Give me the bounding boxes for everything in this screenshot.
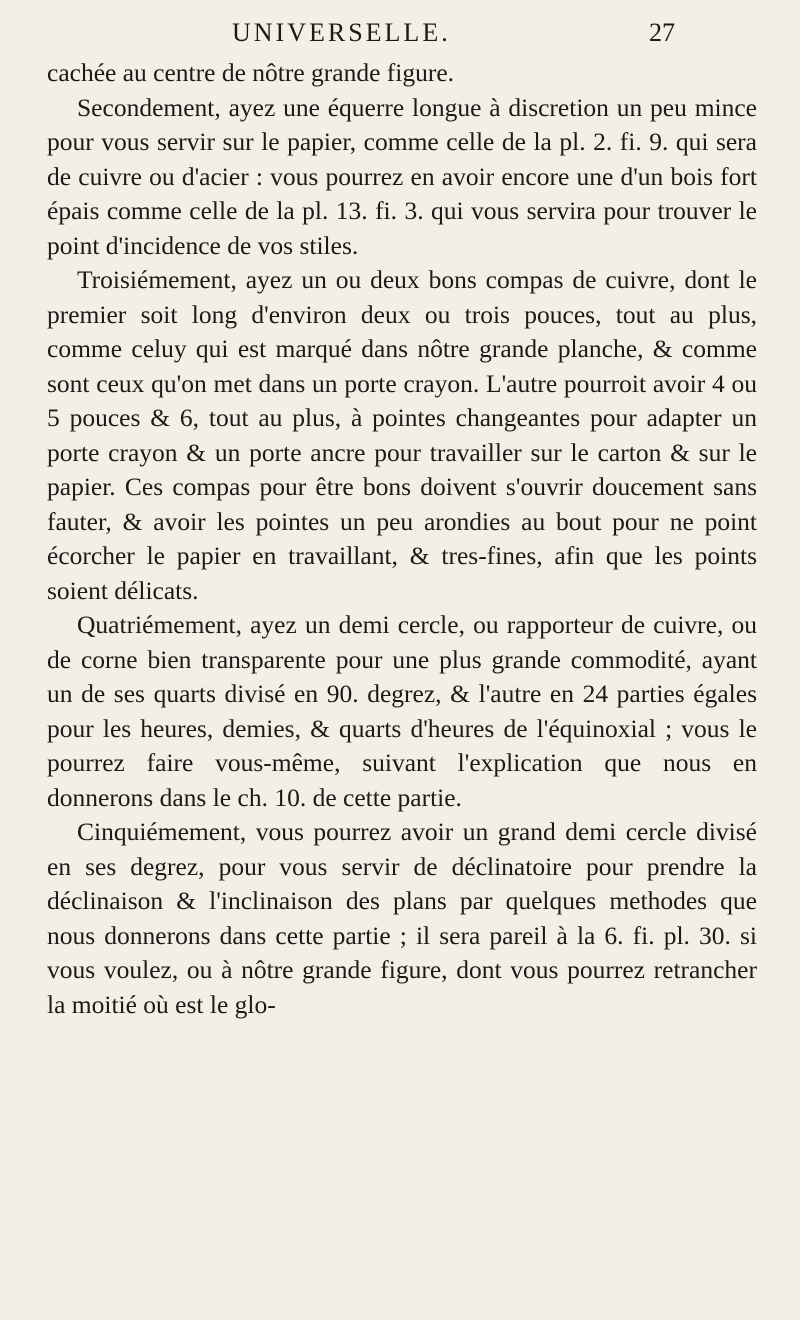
running-head: UNIVERSELLE. — [232, 18, 451, 47]
body-text — [47, 56, 757, 1022]
paragraph-cinquiemement: Cinquiémement, vous pourrez avoir un grand demi cercle divisé en ses degrez, pour vous servir de déclinatoire pour prendre la déclinaison & l'inclinaison des plans par quelques methodes que nous donnerons dans cette partie ; il sera pareil à la 6. fi. pl. 30. si vous voulez, ou à nôtre grande figure, dont vous pourrez retrancher la moitié où est le glo- — [47, 817, 757, 1019]
paragraph-continuation: cachée au centre de nôtre grande figure. — [47, 58, 455, 87]
paragraph-quatriemement: Quatriémement, ayez un demi cercle, ou rapporteur de cuivre, ou de corne bien transparente pour une plus grande commodité, ayant un de ses quarts divisé en 90. degrez, & l'autre en 24 parties égales pour les heures, demies, & quarts d'heures de l'équinoxial ; vous le pourrez faire vous-même, suivant l'explication que nous en donnerons dans le ch. 10. de cette partie. — [47, 610, 757, 812]
paragraph-secondement: Secondement, ayez une équerre longue à discretion un peu mince pour vous servir sur le papier, comme celle de la pl. 2. fi. 9. qui sera de cuivre ou d'acier : vous pourrez en avoir encore une d'un bois fort épais comme celle de la pl. 13. fi. 3. qui vous servira pour trouver le point d'incidence de vos stiles. — [47, 92, 757, 260]
page-number: 27 — [649, 18, 675, 47]
page-header — [0, 16, 800, 50]
paragraph-troisiemement: Troisiémement, ayez un ou deux bons compas de cuivre, dont le premier soit long d'environ deux ou trois pouces, tout au plus, comme celuy qui est marqué dans nôtre grande planche, & comme sont ceux qu'on met dans un porte crayon. L'autre pourroit avoir 4 ou 5 pouces & 6, tout au plus, à pointes changeantes pour adapter un porte crayon & un porte ancre pour travailler sur le carton & sur le papier. Ces compas pour être bons doivent s'ouvrir doucement sans fauter, & avoir les pointes un peu arondies au bout pour ne point écorcher le papier en travaillant, & tres-fines, afin que les points soient délicats. — [47, 265, 757, 605]
